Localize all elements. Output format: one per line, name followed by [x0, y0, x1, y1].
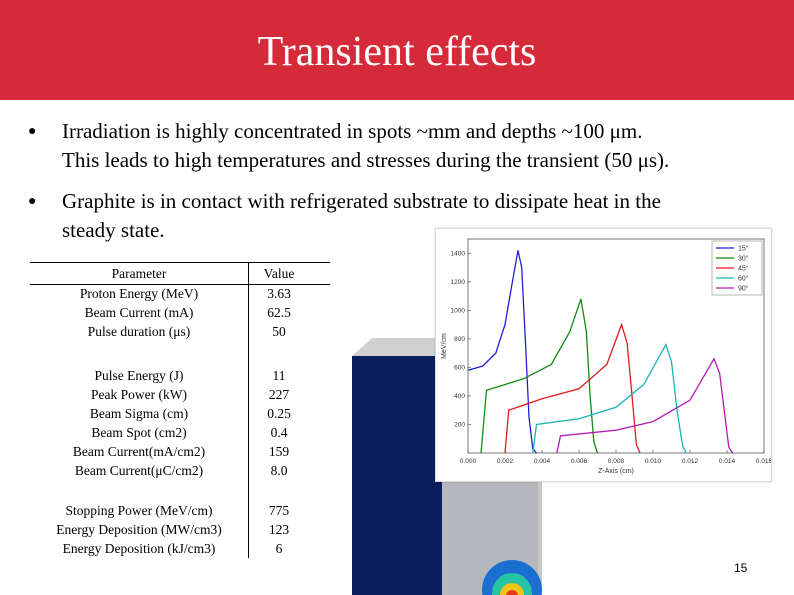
- table-cell-value: 159: [268, 444, 290, 459]
- table-cell-value: 123: [268, 522, 290, 537]
- x-tick-label: 0.000: [459, 458, 477, 465]
- bullet-line: Graphite is in contact with refrigerated substrate to dissipate heat in the: [62, 189, 661, 213]
- table-cell-param: Proton Energy (MeV): [79, 286, 199, 301]
- series-line: [557, 359, 733, 453]
- x-tick-label: 0.012: [681, 458, 699, 465]
- plot-series: [468, 250, 733, 453]
- y-tick-label: 1000: [450, 307, 465, 315]
- table-cell-param: Peak Power (kW): [91, 387, 187, 402]
- table-cell-value: 11: [272, 368, 286, 383]
- table-cell-value: 62.5: [267, 305, 291, 320]
- energy-deposition-plot: [435, 228, 772, 482]
- table-cell-value: 3.63: [267, 286, 291, 301]
- legend-label: 15°: [738, 245, 749, 253]
- table-cell-param: Beam Current (mA): [84, 305, 194, 320]
- series-line: [481, 299, 598, 453]
- table-cell-value: 6: [275, 541, 283, 556]
- table-cell-param: Beam Spot (cm2): [91, 425, 187, 440]
- legend-label: 60°: [738, 275, 749, 283]
- table-header-value: Value: [263, 266, 295, 281]
- table-header-parameter: Parameter: [111, 266, 167, 281]
- bullet-marker-icon: ●: [28, 124, 37, 139]
- table-cell-value: 775: [268, 503, 290, 518]
- bullet-marker-icon: ●: [28, 194, 37, 209]
- x-tick-label: 0.006: [570, 458, 588, 465]
- bullet-line: steady state.: [62, 218, 165, 242]
- y-tick-label: 600: [454, 364, 465, 372]
- table-cell-value: 50: [272, 324, 286, 339]
- table-cell-param: Energy Deposition (kJ/cm3): [62, 541, 216, 556]
- legend-label: 45°: [738, 265, 749, 273]
- table-cell-value: 227: [268, 387, 290, 402]
- x-tick-label: 0.008: [607, 458, 625, 465]
- x-tick-label: 0.004: [533, 458, 551, 465]
- table-cell-param: Beam Current(μC/cm2): [74, 463, 204, 478]
- x-tick-label: 0.010: [644, 458, 662, 465]
- legend-label: 90°: [738, 285, 749, 293]
- page-number: 15: [734, 561, 748, 575]
- table-cell-value: 0.4: [270, 425, 288, 440]
- bullet-line: Irradiation is highly concentrated in spots ~mm and depths ~100 μm.: [62, 119, 643, 143]
- table-cell-value: 0.25: [267, 406, 291, 421]
- y-tick-label: 200: [454, 421, 465, 429]
- table-cell-value: 8.0: [270, 463, 288, 478]
- x-tick-label: 0.016: [755, 458, 771, 465]
- table-cell-param: Pulse Energy (J): [94, 368, 184, 383]
- table-cell-param: Beam Current(mA/cm2): [72, 444, 206, 459]
- y-tick-label: 1200: [450, 278, 465, 286]
- legend-label: 30°: [738, 255, 749, 263]
- y-tick-label: 1400: [450, 250, 465, 258]
- bullet-line: This leads to high temperatures and stresses during the transient (50 μs).: [62, 148, 670, 172]
- bullet-irradiation: [28, 117, 782, 175]
- table-cell-param: Beam Sigma (cm): [89, 406, 189, 421]
- x-tick-label: 0.002: [496, 458, 514, 465]
- slide-title: Transient effects: [257, 29, 537, 75]
- plot-svg: [436, 229, 771, 481]
- y-axis-label: MeV/cm: [441, 333, 448, 359]
- y-tick-label: 400: [454, 392, 465, 400]
- table-cell-param: Stopping Power (MeV/cm): [65, 503, 213, 518]
- table-cell-param: Pulse duration (μs): [87, 324, 191, 339]
- plot-legend: [712, 241, 762, 295]
- series-line: [468, 250, 537, 453]
- table-top-rule: [30, 262, 330, 263]
- series-line: [533, 345, 687, 453]
- y-tick-label: 800: [454, 335, 465, 343]
- x-tick-label: 0.014: [718, 458, 736, 465]
- table-cell-param: Energy Deposition (MW/cm3): [56, 522, 222, 537]
- x-axis-label: Z-Axis (cm): [598, 468, 634, 475]
